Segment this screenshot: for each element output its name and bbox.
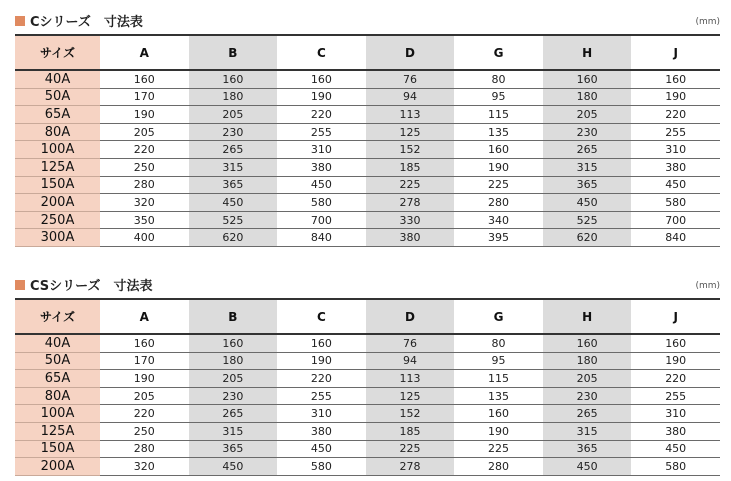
value-cell-c: 190 — [277, 352, 366, 370]
title-marker-square-icon — [15, 16, 25, 26]
table-row — [15, 440, 720, 458]
value-cell-a: 190 — [100, 106, 189, 124]
column-header-b: B — [189, 35, 278, 70]
value-cell-b: 450 — [189, 458, 278, 476]
size-cell: 150A — [15, 176, 100, 194]
table-row — [15, 211, 720, 229]
value-cell-b: 230 — [189, 123, 278, 141]
title-marker-square-icon — [15, 280, 25, 290]
value-cell-c: 580 — [277, 194, 366, 212]
size-cell: 80A — [15, 123, 100, 141]
value-cell-g: 280 — [454, 458, 543, 476]
column-header-a: A — [100, 35, 189, 70]
column-header-h: H — [543, 35, 632, 70]
value-cell-a: 205 — [100, 387, 189, 405]
value-cell-g: 115 — [454, 106, 543, 124]
value-cell-g: 80 — [454, 70, 543, 88]
table-row — [15, 194, 720, 212]
value-cell-h: 365 — [543, 440, 632, 458]
value-cell-d: 185 — [366, 158, 455, 176]
value-cell-j: 380 — [631, 422, 720, 440]
value-cell-g: 95 — [454, 352, 543, 370]
size-cell: 65A — [15, 106, 100, 124]
value-cell-g: 280 — [454, 194, 543, 212]
value-cell-b: 265 — [189, 141, 278, 159]
column-header-j: J — [631, 35, 720, 70]
value-cell-d: 278 — [366, 194, 455, 212]
value-cell-c: 380 — [277, 422, 366, 440]
table-row — [15, 176, 720, 194]
table-row — [15, 229, 720, 247]
table-row — [15, 70, 720, 88]
table-row — [15, 352, 720, 370]
value-cell-d: 94 — [366, 352, 455, 370]
value-cell-h: 230 — [543, 123, 632, 141]
dimension-table — [15, 298, 720, 476]
value-cell-a: 160 — [100, 70, 189, 88]
value-cell-j: 840 — [631, 229, 720, 247]
value-cell-b: 620 — [189, 229, 278, 247]
value-cell-a: 320 — [100, 458, 189, 476]
value-cell-j: 580 — [631, 458, 720, 476]
value-cell-b: 365 — [189, 176, 278, 194]
value-cell-j: 580 — [631, 194, 720, 212]
value-cell-a: 250 — [100, 158, 189, 176]
column-header-a: A — [100, 299, 189, 334]
value-cell-c: 220 — [277, 370, 366, 388]
value-cell-d: 113 — [366, 106, 455, 124]
value-cell-b: 365 — [189, 440, 278, 458]
value-cell-j: 310 — [631, 405, 720, 423]
value-cell-h: 265 — [543, 141, 632, 159]
value-cell-d: 76 — [366, 334, 455, 352]
unit-label: (mm) — [695, 281, 720, 291]
value-cell-b: 315 — [189, 422, 278, 440]
value-cell-c: 450 — [277, 440, 366, 458]
size-cell: 300A — [15, 229, 100, 247]
size-cell: 200A — [15, 458, 100, 476]
value-cell-j: 700 — [631, 211, 720, 229]
value-cell-c: 700 — [277, 211, 366, 229]
value-cell-j: 450 — [631, 440, 720, 458]
size-cell: 50A — [15, 352, 100, 370]
value-cell-g: 115 — [454, 370, 543, 388]
column-header-c: C — [277, 35, 366, 70]
section-header — [15, 272, 720, 298]
value-cell-j: 220 — [631, 106, 720, 124]
value-cell-j: 190 — [631, 352, 720, 370]
size-cell: 100A — [15, 405, 100, 423]
value-cell-h: 315 — [543, 158, 632, 176]
header-row — [15, 299, 720, 334]
value-cell-a: 280 — [100, 440, 189, 458]
size-cell: 125A — [15, 158, 100, 176]
value-cell-a: 205 — [100, 123, 189, 141]
value-cell-d: 225 — [366, 176, 455, 194]
value-cell-g: 340 — [454, 211, 543, 229]
column-header-b: B — [189, 299, 278, 334]
value-cell-d: 278 — [366, 458, 455, 476]
size-cell: 40A — [15, 334, 100, 352]
value-cell-b: 180 — [189, 88, 278, 106]
value-cell-c: 840 — [277, 229, 366, 247]
column-header-d: D — [366, 299, 455, 334]
value-cell-h: 160 — [543, 70, 632, 88]
value-cell-j: 255 — [631, 123, 720, 141]
value-cell-j: 190 — [631, 88, 720, 106]
value-cell-b: 315 — [189, 158, 278, 176]
value-cell-a: 320 — [100, 194, 189, 212]
value-cell-d: 152 — [366, 405, 455, 423]
dimension-table — [15, 34, 720, 247]
value-cell-j: 450 — [631, 176, 720, 194]
value-cell-c: 380 — [277, 158, 366, 176]
value-cell-g: 190 — [454, 422, 543, 440]
value-cell-b: 265 — [189, 405, 278, 423]
value-cell-g: 135 — [454, 123, 543, 141]
value-cell-c: 160 — [277, 334, 366, 352]
value-cell-h: 315 — [543, 422, 632, 440]
cs-series-section — [15, 272, 720, 476]
value-cell-b: 180 — [189, 352, 278, 370]
value-cell-h: 180 — [543, 352, 632, 370]
value-cell-c: 450 — [277, 176, 366, 194]
table-row — [15, 106, 720, 124]
value-cell-a: 220 — [100, 405, 189, 423]
value-cell-g: 80 — [454, 334, 543, 352]
value-cell-h: 525 — [543, 211, 632, 229]
value-cell-j: 160 — [631, 334, 720, 352]
value-cell-b: 160 — [189, 70, 278, 88]
value-cell-b: 205 — [189, 106, 278, 124]
table-row — [15, 422, 720, 440]
value-cell-h: 205 — [543, 370, 632, 388]
table-row — [15, 405, 720, 423]
size-cell: 80A — [15, 387, 100, 405]
value-cell-d: 152 — [366, 141, 455, 159]
value-cell-d: 185 — [366, 422, 455, 440]
c-series-section — [15, 8, 720, 247]
header-row — [15, 35, 720, 70]
value-cell-j: 380 — [631, 158, 720, 176]
size-cell: 150A — [15, 440, 100, 458]
value-cell-b: 525 — [189, 211, 278, 229]
value-cell-d: 76 — [366, 70, 455, 88]
table-row — [15, 158, 720, 176]
value-cell-c: 255 — [277, 387, 366, 405]
value-cell-a: 250 — [100, 422, 189, 440]
column-header-c: C — [277, 299, 366, 334]
value-cell-c: 310 — [277, 405, 366, 423]
column-header-size: サイズ — [15, 35, 100, 70]
section-title: CSシリーズ 寸法表 — [30, 279, 153, 294]
value-cell-d: 94 — [366, 88, 455, 106]
table-row — [15, 387, 720, 405]
column-header-size: サイズ — [15, 299, 100, 334]
section-title: Cシリーズ 寸法表 — [30, 15, 143, 30]
value-cell-g: 225 — [454, 176, 543, 194]
value-cell-c: 160 — [277, 70, 366, 88]
value-cell-b: 160 — [189, 334, 278, 352]
size-cell: 65A — [15, 370, 100, 388]
value-cell-a: 170 — [100, 352, 189, 370]
value-cell-h: 450 — [543, 458, 632, 476]
table-row — [15, 458, 720, 476]
value-cell-g: 160 — [454, 405, 543, 423]
table-row — [15, 141, 720, 159]
value-cell-d: 125 — [366, 387, 455, 405]
value-cell-g: 395 — [454, 229, 543, 247]
value-cell-h: 205 — [543, 106, 632, 124]
value-cell-c: 255 — [277, 123, 366, 141]
value-cell-d: 225 — [366, 440, 455, 458]
value-cell-h: 450 — [543, 194, 632, 212]
value-cell-c: 220 — [277, 106, 366, 124]
value-cell-h: 620 — [543, 229, 632, 247]
table-row — [15, 334, 720, 352]
column-header-h: H — [543, 299, 632, 334]
value-cell-j: 220 — [631, 370, 720, 388]
value-cell-h: 365 — [543, 176, 632, 194]
value-cell-h: 230 — [543, 387, 632, 405]
unit-label: (mm) — [695, 17, 720, 27]
size-cell: 100A — [15, 141, 100, 159]
section-header — [15, 8, 720, 34]
size-cell: 40A — [15, 70, 100, 88]
value-cell-a: 400 — [100, 229, 189, 247]
value-cell-g: 190 — [454, 158, 543, 176]
value-cell-b: 205 — [189, 370, 278, 388]
value-cell-h: 180 — [543, 88, 632, 106]
value-cell-h: 160 — [543, 334, 632, 352]
value-cell-a: 160 — [100, 334, 189, 352]
value-cell-d: 330 — [366, 211, 455, 229]
value-cell-j: 160 — [631, 70, 720, 88]
table-row — [15, 88, 720, 106]
column-header-j: J — [631, 299, 720, 334]
value-cell-g: 160 — [454, 141, 543, 159]
value-cell-j: 310 — [631, 141, 720, 159]
value-cell-d: 125 — [366, 123, 455, 141]
value-cell-j: 255 — [631, 387, 720, 405]
value-cell-b: 230 — [189, 387, 278, 405]
value-cell-g: 95 — [454, 88, 543, 106]
value-cell-g: 225 — [454, 440, 543, 458]
value-cell-c: 580 — [277, 458, 366, 476]
table-row — [15, 370, 720, 388]
value-cell-h: 265 — [543, 405, 632, 423]
value-cell-a: 170 — [100, 88, 189, 106]
column-header-g: G — [454, 299, 543, 334]
column-header-g: G — [454, 35, 543, 70]
table-row — [15, 123, 720, 141]
value-cell-b: 450 — [189, 194, 278, 212]
value-cell-a: 190 — [100, 370, 189, 388]
value-cell-d: 380 — [366, 229, 455, 247]
size-cell: 250A — [15, 211, 100, 229]
size-cell: 50A — [15, 88, 100, 106]
column-header-d: D — [366, 35, 455, 70]
value-cell-c: 310 — [277, 141, 366, 159]
value-cell-d: 113 — [366, 370, 455, 388]
value-cell-a: 220 — [100, 141, 189, 159]
value-cell-c: 190 — [277, 88, 366, 106]
value-cell-a: 350 — [100, 211, 189, 229]
value-cell-a: 280 — [100, 176, 189, 194]
size-cell: 200A — [15, 194, 100, 212]
size-cell: 125A — [15, 422, 100, 440]
value-cell-g: 135 — [454, 387, 543, 405]
